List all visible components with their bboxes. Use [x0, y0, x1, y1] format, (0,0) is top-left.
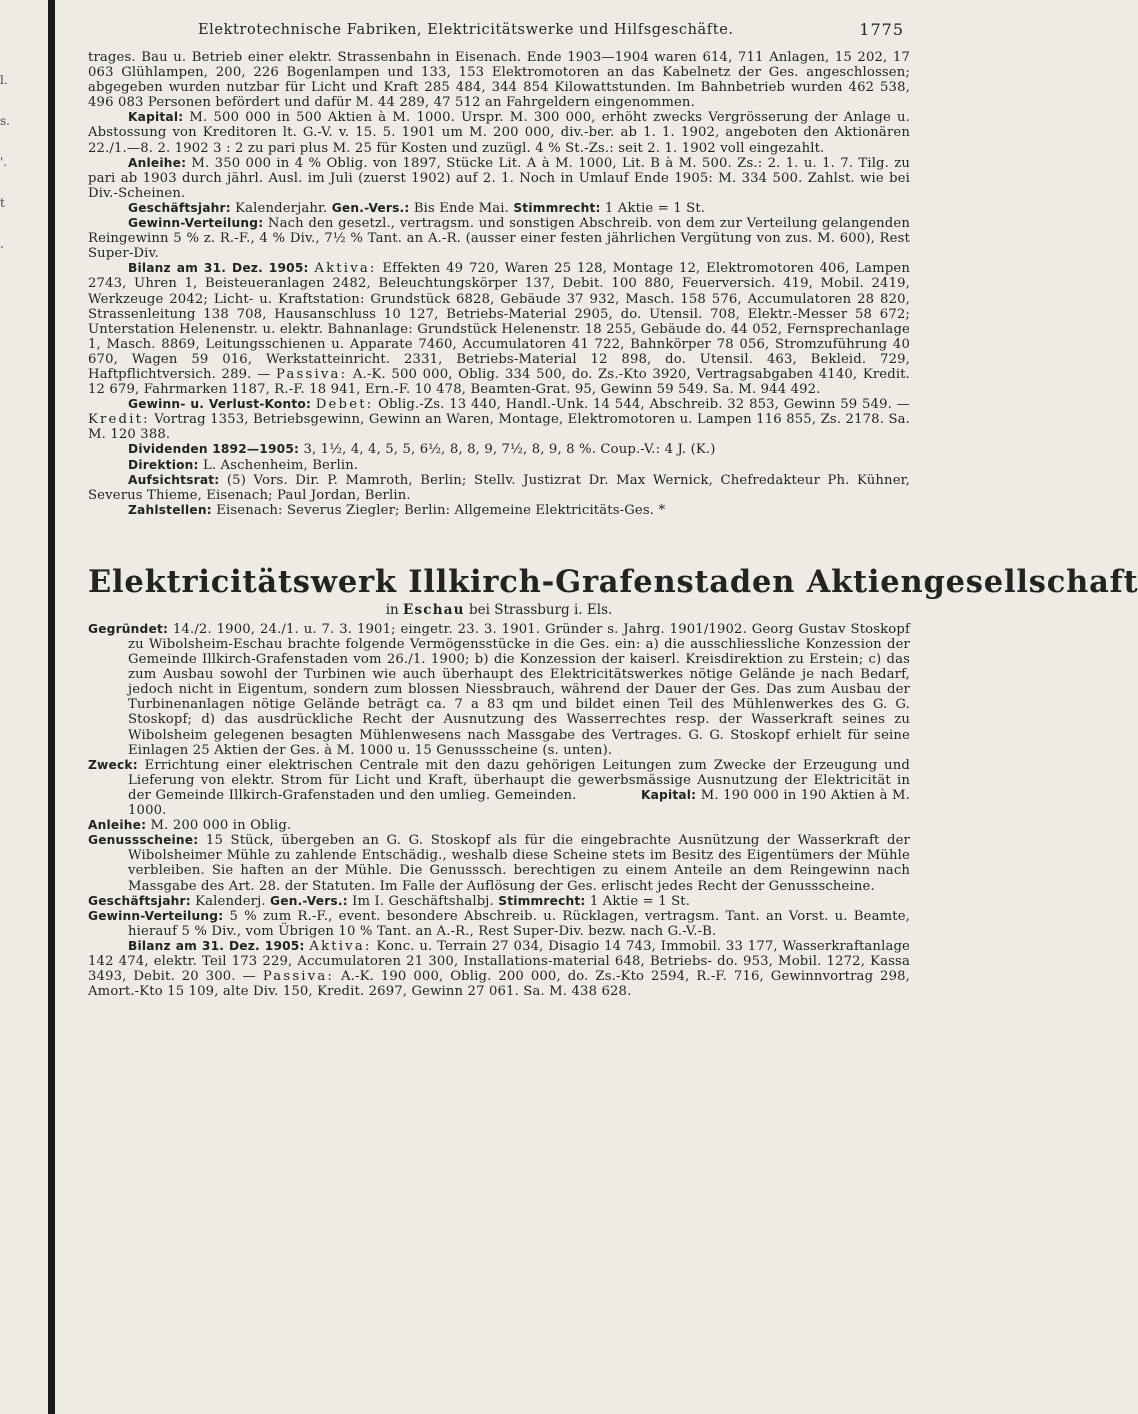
entry-gewinn-verteilung: [88, 216, 910, 261]
text-anleihe: M. 350 000 in 4 % Oblig. von 1897, Stücke Lit. A à M. 1000, Lit. B à M. 500. Zs.: 2. 1. u. 1. 7. Tilg. zu pari ab 1903 durch jährl. Ausl. im Juli (zuerst 1902) auf 2. 1. Noch in Umlauf Ende 1905: M. 334 500. Zahlst. wie bei Div.-Scheinen.: [88, 155, 910, 201]
label-zahlstellen: Zahlstellen:: [128, 502, 212, 517]
location-place: Eschau: [403, 601, 465, 618]
gutter-mark: .: [0, 237, 4, 251]
section-company-illkirch: [88, 563, 1138, 1000]
entry-direktion: [88, 458, 910, 473]
label-gewinn-verlust: Gewinn- u. Verlust-Konto:: [128, 397, 312, 412]
entry-geschaeftsjahr: [88, 201, 910, 216]
text-genussscheine: 15 Stück, übergeben an G. G. Stoskopf als für die eingebrachte Ausnützung der Wasserkraft der Wibolsheimer Mühle zu zahlende Entschädig., weshalb diese Scheine stets im Besitz des Eigentümers der Mühle verbleiben. Sie haften an der Mühle. Die Genusssch. berechtigen zu einem Anteile an dem Reingewinn nach Massgabe des Art. 28. der Statuten. Im Falle der Auflösung der Ges. erlischt jedes Recht der Genussscheine.: [128, 833, 910, 894]
running-head: Elektrotechnische Fabriken, Elektricitätswerke und Hilfsgeschäfte.: [198, 22, 734, 38]
page-gutter-line: [48, 0, 55, 1414]
label-geschaeftsjahr: Geschäftsjahr:: [128, 200, 231, 215]
label-genussscheine: Genussscheine:: [88, 833, 199, 848]
word-aktiva: Aktiva:: [314, 261, 377, 277]
entry-bilanz-2: [88, 939, 910, 999]
label-gewinn-verteilung-2: Gewinn-Verteilung:: [88, 908, 224, 923]
word-aktiva-2: Aktiva:: [309, 938, 372, 954]
label-gen-vers: Gen.-Vers.:: [331, 200, 410, 215]
text-stimmrecht-2: 1 Aktie = 1 St.: [589, 893, 691, 909]
entry-zahlstellen: [88, 503, 910, 518]
label-zweck: Zweck:: [88, 757, 138, 772]
entry-aufsichtsrat: [88, 473, 910, 503]
word-debet: Debet:: [315, 397, 374, 413]
word-passiva-2: Passiva:: [262, 969, 335, 985]
entry-gewinn-verteilung-2: [88, 909, 910, 939]
text-aufsichtsrat: (5) Vors. Dir. P. Mamroth, Berlin; Stellv. Justizrat Dr. Max Wernick, Chefredakteur Ph. Kühner, Severus Thieme, Eisenach; Paul Jordan, Berlin.: [88, 472, 910, 503]
label-aufsichtsrat: Aufsichtsrat:: [128, 472, 220, 487]
company-location: [88, 602, 910, 618]
label-gewinn-verteilung: Gewinn-Verteilung:: [128, 216, 264, 231]
label-anleihe-2: Anleihe:: [88, 818, 147, 833]
label-kapital: Kapital:: [128, 110, 184, 125]
text-gen-vers-2: Im I. Geschäftshalbj.: [352, 893, 494, 909]
label-geschaeftsjahr-2: Geschäftsjahr:: [88, 893, 191, 908]
gutter-mark: '.: [0, 155, 8, 169]
text-direktion: L. Aschenheim, Berlin.: [202, 457, 359, 473]
entry-geschaeftsjahr-2: [88, 894, 910, 909]
label-gen-vers-2: Gen.-Vers.:: [270, 893, 348, 908]
location-prefix: in: [385, 601, 399, 618]
text-dividenden: 3, 1½, 4, 4, 5, 5, 6½, 8, 8, 9, 7½, 8, 9, 8 %. Coup.-V.: 4 J. (K.): [303, 442, 716, 458]
entry-dividenden: [88, 442, 910, 457]
entry-genussscheine: [88, 833, 910, 893]
text-zahlstellen: Eisenach: Severus Ziegler; Berlin: Allgemeine Elektricitäts-Ges. *: [216, 502, 666, 518]
entry-anleihe-2: [88, 818, 910, 833]
gutter-mark: l.: [0, 73, 8, 87]
label-gegruendet: Gegründet:: [88, 621, 169, 636]
text-aktiva-2: Konc. u. Terrain 27 034, Disagio 14 743, Immobil. 33 177, Wasserkraftanlage 142 474, elektr. Teil 173 229, Accumulatoren 21 300, Installations-material 648, Betriebs- do. 953, Mobil. 1272, Kassa 3493, Debit. 20 300. —: [88, 938, 911, 985]
text-debet: Oblig.-Zs. 13 440, Handl.-Unk. 14 544, Abschreib. 32 853, Gewinn 59 549. —: [378, 397, 911, 413]
gutter-marks: [0, 60, 14, 265]
text-gewinn-verteilung: Nach den gesetzl., vertragsm. und sonstigen Abschreib. von dem zur Verteilung gelangenden Reingewinn 5 % z. R.-F., 4 % Div., 7½ % Tant. an A.-R. (ausser einer festen jährlichen Vergütung von zus. M. 600), Rest Super-Div.: [88, 216, 910, 262]
page-header: [88, 20, 910, 50]
word-kredit: Kredit:: [88, 412, 150, 428]
label-direktion: Direktion:: [128, 457, 199, 472]
company-title: Elektricitätswerk Illkirch-Grafenstaden Aktiengesellschaft: [88, 563, 1138, 600]
entry-anleihe: [88, 156, 910, 201]
gutter-mark: t: [0, 196, 5, 210]
text-kapital: M. 500 000 in 500 Aktien à M. 1000. Urspr. M. 300 000, erhöht zwecks Vergrösserung der Anlage u. Abstossung von Kreditoren lt. G.-V. v. 15. 5. 1901 um M. 200 000, div.-ber. ab 1. 1. 1902, angeboten den Aktionären 22./1.—8. 2. 1902 3 : 2 zu pari plus M. 25 für Kosten und zuzügl. 4 % St.-Zs.: seit 2. 1. 1902 voll eingezahlt.: [88, 110, 910, 156]
text-gen-vers: Bis Ende Mai.: [413, 200, 509, 216]
entry-bilanz: [88, 261, 910, 397]
label-dividenden: Dividenden 1892—1905:: [128, 442, 300, 457]
text-stimmrecht: 1 Aktie = 1 St.: [604, 200, 706, 216]
document-page: [88, 20, 1138, 1000]
text-geschaeftsjahr: Kalenderjahr.: [235, 200, 328, 216]
text-gewinn-verteilung-2: 5 % zum R.-F., event. besondere Abschreib. u. Rücklagen, vertragsm. Tant. an Vorst. u. Beamte, hierauf 5 % Div., vom Übrigen 10 % Tant. an A.-R., Rest Super-Div. bezw. nach G.-V.-B.: [128, 908, 910, 939]
text-anleihe-2: M. 200 000 in Oblig.: [150, 818, 292, 834]
paragraph-operations: trages. Bau u. Betrieb einer elektr. Strassenbahn in Eisenach. Ende 1903—1904 waren 614, 711 Anlagen, 15 202, 17 063 Glühlampen, 200, 226 Bogenlampen und 133, 153 Elektromotoren an das Kabelnetz der Ges. angeschlossen; abgegeben wurden nutzbar für Licht und Kraft 285 484, 344 854 Kilowattstunden. Im Bahnbetrieb wurden 462 538, 496 083 Personen befördert und dafür M. 44 289, 47 512 an Fahrgeldern eingenommen.: [88, 50, 910, 111]
entry-gegruendet: [88, 622, 910, 758]
label-kapital-2: Kapital:: [640, 787, 697, 802]
gutter-mark: s.: [0, 114, 10, 128]
entry-zweck: [88, 758, 910, 818]
location-suffix: bei Strassburg i. Els.: [469, 601, 613, 618]
section-company-eisenach-continued: [88, 50, 910, 518]
entry-gewinn-verlust: [88, 397, 910, 442]
label-stimmrecht: Stimmrecht:: [513, 200, 601, 215]
text-passiva-2: A.-K. 190 000, Oblig. 200 000, do. Zs.-Kto 2594, R.-F. 716, Gewinnvortrag 298, Amort.-Kto 15 109, alte Div. 150, Kredit. 2697, Gewinn 27 061. Sa. M. 438 628.: [88, 969, 911, 1000]
text-aktiva: Effekten 49 720, Waren 25 128, Montage 12, Elektromotoren 406, Lampen 2743, Uhren 1, Beisteueranlagen 2482, Beleuchtungskörper 137, Debit. 100 880, Feuerversich. 419, Mobil. 2419, Werkzeuge 2042; Licht- u. Kraftstation: Grundstück 6828, Gebäude 37 932, Masch. 158 576, Accumulatoren 28 820, Strassenleitung 138 708, Hausanschluss 10 127, Betriebs-Material 2905, do. Utensil. 708, Elektr.-Messer 58 672; Unterstation Helenenstr. u. elektr. Bahnanlage: Grundstück Helenenstr. 18 255, Gebäude do. 44 052, Fernsprechanlage 1, Masch. 8869, Leitungsschienen u. Apparate 7460, Accumulatoren 41 722, Bahnkörper 78 056, Stromzuführung 40 670, Wagen 59 016, Werkstatteinricht. 2331, Betriebs-Material 12 898, do. Utensil. 463, Bekleid. 729, Haftpflichtversich. 289. —: [88, 261, 911, 382]
label-bilanz-2: Bilanz am 31. Dez. 1905:: [128, 938, 305, 953]
label-stimmrecht-2: Stimmrecht:: [498, 893, 586, 908]
text-kapital-2: M. 190 000 in 190 Aktien à M. 1000.: [128, 787, 911, 819]
text-passiva: A.-K. 500 000, Oblig. 334 500, do. Zs.-Kto 3920, Vertragsabgaben 4140, Kredit. 12 679, Fahrmarken 1187, R.-F. 18 941, Ern.-F. 10 478, Beamten-Grat. 95, Gewinn 59 549. Sa. M. 944 492.: [88, 366, 911, 398]
text-kredit: Vortrag 1353, Betriebsgewinn, Gewinn an Waren, Montage, Elektromotoren u. Lampen 116 855, Zs. 2178. Sa. M. 120 388.: [88, 412, 911, 443]
entry-kapital: [88, 110, 910, 155]
text-gegruendet: 14./2. 1900, 24./1. u. 7. 3. 1901; eingetr. 23. 3. 1901. Gründer s. Jahrg. 1901/1902. Georg Gustav Stoskopf zu Wibolsheim-Eschau brachte folgende Vermögensstücke in die Ges. ein: a) die ausschliessliche Konzession der Gemeinde Illkirch-Grafenstaden vom 26./1. 1900; b) die Konzession der kaiserl. Kreisdirektion zu Erstein; c) das zum Ausbau sowohl der Turbinen wie auch überhaupt des Elektricitätswerkes nötige Gelände je nach Bedarf, jedoch nicht in Eigentum, sondern zum blossen Niessbrauch, während der Dauer der Ges. Das zum Ausbau der Turbinenanlagen nötige Gelände beträgt ca. 7 a 83 qm und bildet einen Teil des Mühlenwerkes des G. G. Stoskopf; d) das ausdrückliche Recht der Ausnutzung des Wasserrechtes resp. der Wasserkraft seines zu Wibolsheim gelegenen besagten Mühlenwesens nach Massgabe des Vertrages. G. G. Stoskopf erhielt für seine Einlagen 25 Aktien der Ges. à M. 1000 u. 15 Genussscheine (s. unten).: [128, 621, 910, 758]
text-geschaeftsjahr-2: Kalenderj.: [195, 893, 266, 909]
word-passiva: Passiva:: [276, 366, 348, 382]
label-bilanz: Bilanz am 31. Dez. 1905:: [128, 261, 309, 276]
text-zweck: Errichtung einer elektrischen Centrale mit den dazu gehörigen Leitungen zum Zwecke der Erzeugung und Lieferung von elektr. Strom für Licht und Kraft, überhaupt die gewerbsmässige Ausnutzung der Elektricität in der Gemeinde Illkirch-Grafenstaden und den umlieg. Gemeinden.: [128, 757, 911, 803]
page-number: 1775: [859, 20, 904, 39]
label-anleihe: Anleihe:: [128, 155, 187, 170]
